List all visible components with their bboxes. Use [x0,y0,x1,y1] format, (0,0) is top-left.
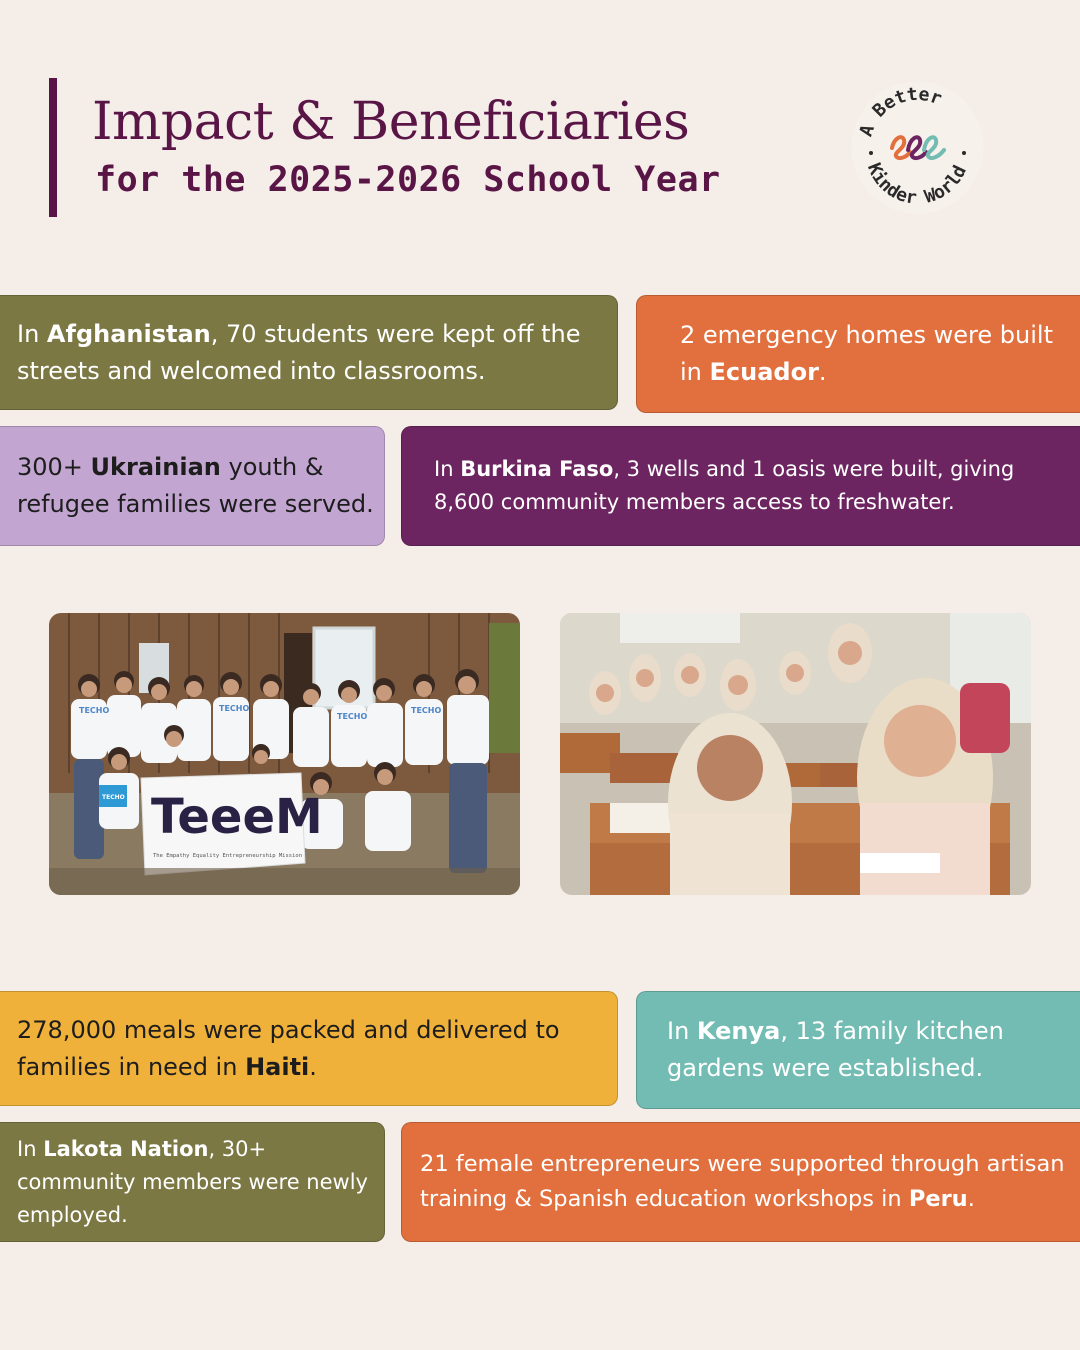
highlight-location: Kenya [696,1017,781,1045]
card-text-segment: . [818,358,827,386]
impact-card-peru [401,1122,1080,1242]
organization-logo [850,80,985,215]
svg-text:TECHO: TECHO [219,704,250,713]
impact-text-ecuador [680,317,1055,391]
card-text-segment: youth & refugee families were served. [17,453,374,518]
svg-text:Kinder World: Kinder World [862,160,971,209]
card-text-segment: . [309,1052,317,1081]
page-title: Impact & Beneficiaries [92,92,690,152]
svg-text:The Empathy Equality Entrepren: The Empathy Equality Entrepreneurship Mission [153,853,303,859]
svg-text:TECHO: TECHO [79,706,110,715]
card-text-segment: , 30+ community members were newly employed. [17,1136,368,1227]
impact-text-lakota-nation [17,1133,378,1232]
card-text-segment: In [434,457,461,481]
highlight-location: Burkina Faso [460,457,614,481]
impact-card-ecuador [636,295,1080,413]
svg-text:A Better: A Better [855,83,945,140]
highlight-location: Haiti [245,1052,310,1081]
impact-text-peru [420,1147,1069,1217]
page-subtitle: for the 2025-2026 School Year [95,160,721,200]
impact-card-burkina-faso [401,426,1080,546]
photo-classroom-students [560,613,1031,895]
card-text-segment: 21 female entrepreneurs were supported through artisan training & Spanish education workshops in [420,1151,1065,1212]
impact-card-lakota-nation [0,1122,385,1242]
impact-text-afghanistan [17,316,597,390]
impact-card-kenya [636,991,1080,1109]
photo-volunteers-group [49,613,520,895]
highlight-location: Peru [908,1186,968,1212]
title-accent-bar [49,78,57,217]
impact-card-ukraine [0,426,385,546]
svg-text:TeeeM: TeeeM [151,789,323,845]
card-text-segment: , 3 wells and 1 oasis were built, giving 8,600 community members access to freshwater. [434,457,1015,514]
highlight-location: Afghanistan [46,319,211,348]
impact-text-kenya [667,1013,1055,1087]
card-text-segment: 300+ [17,453,91,481]
svg-text:TECHO: TECHO [102,794,125,801]
impact-card-afghanistan [0,295,618,410]
card-text-segment: , 70 students were kept off the streets and welcomed into classrooms. [17,319,581,385]
impact-card-haiti [0,991,618,1106]
card-text-segment: , 13 family kitchen gardens were established. [667,1017,1004,1082]
impact-text-burkina-faso [434,453,1045,519]
svg-text:TECHO: TECHO [411,706,442,715]
card-text-segment: 2 emergency homes were built in [680,321,1053,386]
highlight-location: Lakota Nation [43,1136,209,1161]
card-text-segment: 278,000 meals were packed and delivered to families in need in [17,1015,560,1081]
impact-text-ukraine [17,449,378,523]
card-text-segment: In [17,1136,44,1161]
highlight-location: Ukrainian [90,453,221,481]
card-text-segment: In [667,1017,697,1045]
card-text-segment: . [967,1186,975,1212]
svg-text:TECHO: TECHO [337,712,368,721]
card-text-segment: In [17,319,47,348]
impact-text-haiti [17,1012,597,1086]
highlight-location: Ecuador [709,358,819,386]
